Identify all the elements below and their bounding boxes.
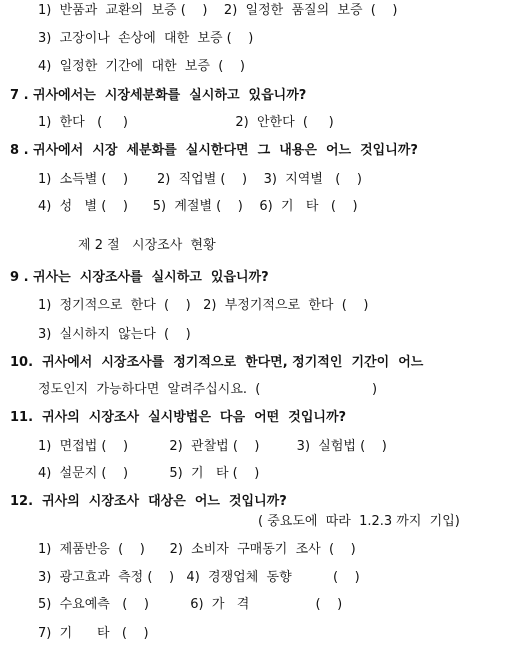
option-line: 3) 광고효과 측정 ( ) 4) 경쟁업체 동향 ( ) <box>38 570 360 585</box>
option-line: 1) 제품반응 ( ) 2) 소비자 구매동기 조사 ( ) <box>38 542 356 557</box>
question-10: 10. 귀사에서 시장조사를 정기적으로 한다면, 정기적인 기간이 어느 <box>10 355 424 370</box>
question-7: 7 . 귀사에서는 시장세분화를 실시하고 있읍니까? <box>10 88 307 103</box>
option-line: 1) 한다 ( ) 2) 안한다 ( ) <box>38 115 334 130</box>
option-line: 3) 고장이나 손상에 대한 보증 ( ) <box>38 31 254 46</box>
option-line: 5) 수요예측 ( ) 6) 가 격 ( ) <box>38 597 343 612</box>
option-line: 7) 기 타 ( ) <box>38 626 149 641</box>
option-line: 4) 성 별 ( ) 5) 계절별 ( ) 6) 기 타 ( ) <box>38 199 358 214</box>
section-heading: 제 2 절 시장조사 현황 <box>78 238 216 253</box>
option-line: 4) 설문지 ( ) 5) 기 타 ( ) <box>38 466 260 481</box>
option-line: 4) 일정한 기간에 대한 보증 ( ) <box>38 59 245 74</box>
option-line: 1) 소득별 ( ) 2) 직업별 ( ) 3) 지역별 ( ) <box>38 172 362 187</box>
question-8: 8 . 귀사에서 시장 세분화를 실시한다면 그 내용은 어느 것입니까? <box>10 143 418 158</box>
question-12-note: ( 중요도에 따라 1.2.3 까지 기입) <box>258 514 460 529</box>
option-line: 1) 반품과 교환의 보증 ( ) 2) 일정한 품질의 보증 ( ) <box>38 3 398 18</box>
question-10-continuation: 정도인지 가능하다면 알려주십시요. ( ) <box>38 382 378 397</box>
question-9: 9 . 귀사는 시장조사를 실시하고 있읍니까? <box>10 270 269 285</box>
option-line: 1) 면접법 ( ) 2) 관찰법 ( ) 3) 실험법 ( ) <box>38 439 387 454</box>
option-line: 1) 정기적으로 한다 ( ) 2) 부정기적으로 한다 ( ) <box>38 298 369 313</box>
question-11: 11. 귀사의 시장조사 실시방법은 다음 어떤 것입니까? <box>10 410 347 425</box>
question-12: 12. 귀사의 시장조사 대상은 어느 것입니까? <box>10 494 287 509</box>
option-line: 3) 실시하지 않는다 ( ) <box>38 327 191 342</box>
